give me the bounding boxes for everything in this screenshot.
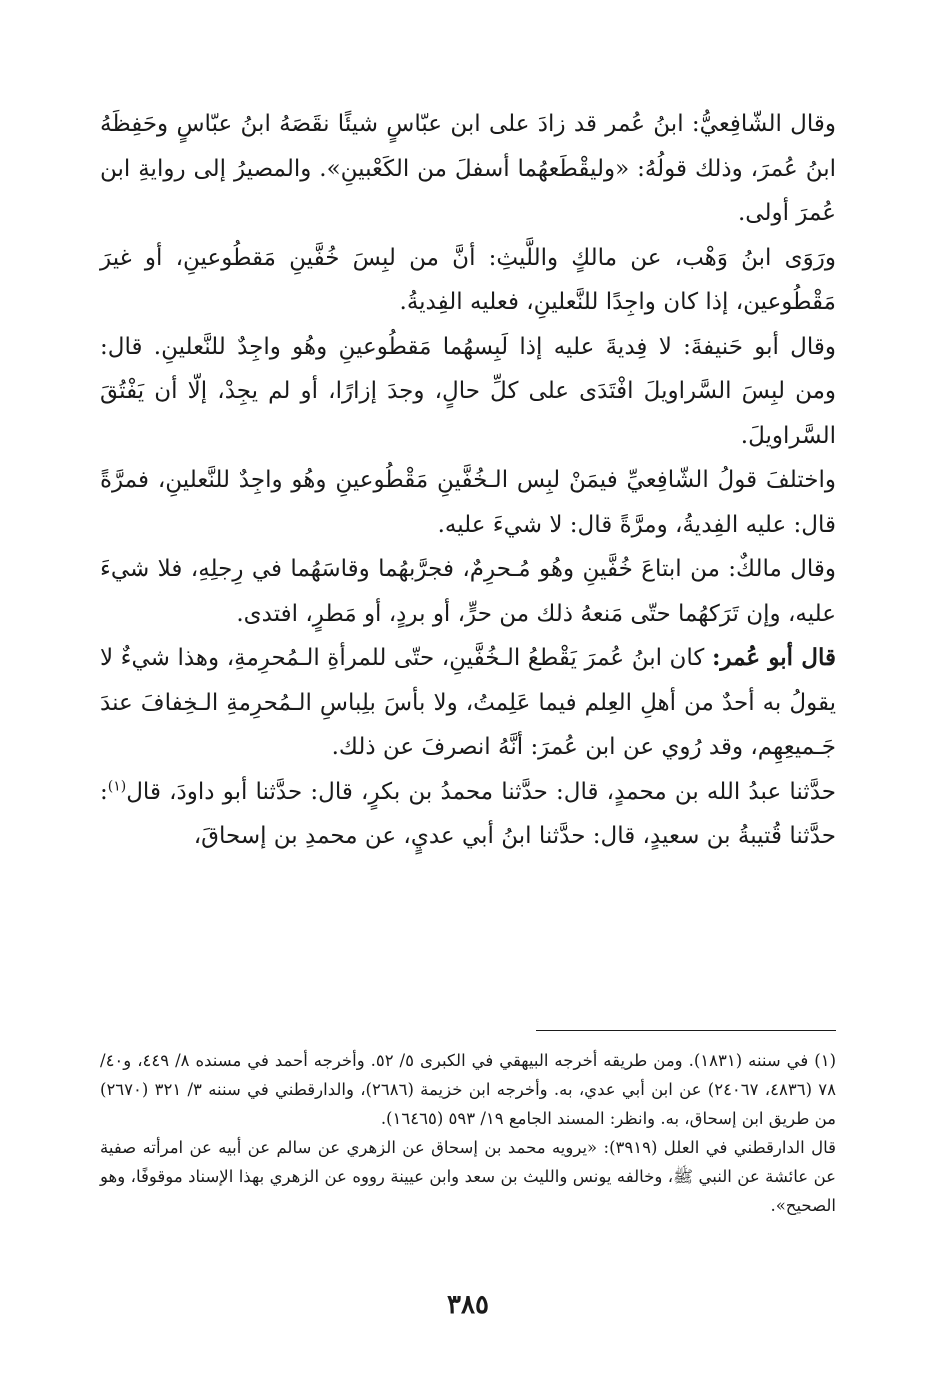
hadith-chain-part2: : حدَّثنا قُتيبةُ بن سعيدٍ، قال: حدَّثنا ابنُ أبي عديٍ، عن محمدِ بن إسحاقَ، (100, 778, 836, 849)
hadith-chain-part1: حدَّثنا عبدُ الله بن محمدٍ، قال: حدَّثنا محمدُ بن بكرٍ، قال: حدَّثنا أبو داودَ، قال (126, 778, 836, 805)
abu-umar-lead: قال أبو عُمر: (711, 644, 836, 671)
paragraph-shafii: وقال الشّافِعيُّ: ابنُ عُمر قد زادَ على ابن عبّاسٍ شيئًا نقَصَهُ ابنُ عبّاسٍ وحَفِظَهُ ابنُ عُمرَ، وذلك قولُهُ: «وليقْطَعهُما أسفلَ من الكَعْبينِ». والمصيرُ إلى روايةِ ابن عُمرَ أولى. (100, 111, 836, 226)
paragraph-ibn-wahb: ورَوَى ابنُ وَهْب، عن مالكٍ واللَّيثِ: أنَّ من لبِسَ خُفَّينِ مَقطُوعينِ، أو غيرَ مَقْطُوعين، إذا كان واجِدًا للنَّعلينِ، فعليه الفِديةُ. (100, 244, 836, 315)
paragraph-abu-umar (100, 636, 836, 770)
abu-umar-text: كان ابنُ عُمرَ يَقْطعُ الـخُفَّينِ، حتّى للمرأةِ الـمُحرِمةِ، وهذا شيءٌ لا يقولُ به أحدٌ من أهلِ العِلم فيما عَلِمتُ، ولا بأسَ بلِباسِ الـمُحرِمةِ الـخِفافَ عندَ جَـميعِهِم، وقد رُوي عن ابن عُمرَ: أنَّهُ انصرفَ عن ذلك. (100, 645, 836, 760)
paragraph-malik: وقال مالكٌ: من ابتاعَ خُفَّينِ وهُو مُـحرِمٌ، فجرَّبهُما وقاسَهُما في رِجلِهِ، فلا شيءَ عليه، وإن تَرَكهُما حتّى مَنعهُ ذلك من حرٍّ، أو بردٍ، أو مَطرٍ، افتدى. (100, 556, 836, 627)
paragraph-shafii-disagreement: واختلفَ قولُ الشّافِعيِّ فيمَنْ لبِس الـخُفَّينِ مَقْطُوعينِ وهُو واجِدٌ للنَّعلينِ، فمرَّةً قال: عليه الفِديةُ، ومرَّةً قال: لا شيءَ عليه. (100, 467, 836, 538)
footnote-marker: (١) (107, 777, 127, 794)
page-number: ٣٨٥ (447, 1290, 489, 1320)
main-text (100, 102, 836, 859)
paragraph-hadith-chain (100, 770, 836, 859)
footnote-1: (١) في سننه (١٨٣١). ومن طريقه أخرجه البيهقي في الكبرى ٥/ ٥٢. وأخرجه أحمد في مسنده ٨/ ٤٤٩، و٤٠/ ٧٨ (٤٨٣٦، ٢٤٠٦٧) عن ابن أبي عدي، به. وأخرجه ابن خزيمة (٢٦٨٦)، والدارقطني في سننه ٣/ ٣٢١ (٢٦٧٠) من طريق ابن إسحاق، به. وانظر: المسند الجامع ١٩/ ٥٩٣ (١٦٤٦٥). (100, 1051, 837, 1128)
footnote-separator (536, 1030, 836, 1031)
footnote-1-continuation: قال الدارقطني في العلل (٣٩١٩): «يرويه محمد بن إسحاق عن الزهري عن سالم عن أبيه عن امرأته صفية عن عائشة عن النبي ﷺ، وخالفه يونس والليث بن سعد وابن عيينة رووه عن الزهري بهذا الإسناد موقوفًا، وهو الصحيح». (100, 1138, 836, 1215)
paragraph-abu-hanifa: وقال أبو حَنيفةَ: لا فِديةَ عليه إذا لَبِسهُما مَقطُوعينِ وهُو واجِدٌ للنَّعلينِ. قال: ومن لبِسَ السَّراويلَ افْتَدَى على كلِّ حالٍ، وجدَ إزارًا، أو لم يجِدْ، إلّا أن يَفْتُقَ السَّراويلَ. (100, 333, 836, 449)
footnotes (100, 1046, 836, 1220)
